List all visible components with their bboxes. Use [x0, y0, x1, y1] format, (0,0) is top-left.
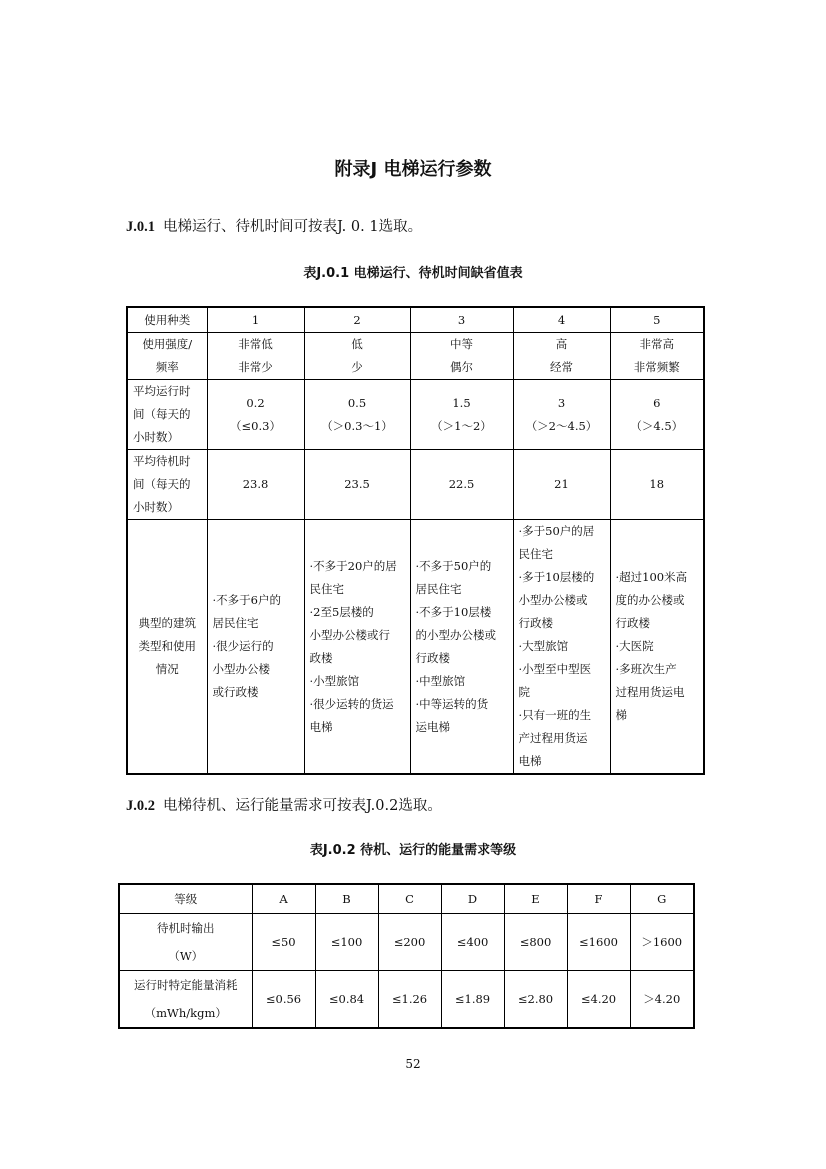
table-cell: ≤2.80: [504, 971, 567, 1029]
table2-caption: 表J.0.2 待机、运行的能量需求等级: [309, 843, 517, 858]
table-cell: 等级: [119, 884, 252, 914]
table-cell: 中等 偶尔: [410, 333, 513, 380]
table-cell: 2: [304, 307, 410, 333]
page-title: 附录J 电梯运行参数: [334, 159, 492, 180]
table-cell: 23.8: [207, 450, 304, 520]
table-cell: ≤0.56: [252, 971, 315, 1029]
table-row: [119, 884, 694, 914]
table-cell: 高 经常: [513, 333, 610, 380]
table-cell: ·超过100米高 度的办公楼或 行政楼 ·大医院 ·多班次生产 过程用货运电 梯: [610, 520, 704, 775]
table-cell: ≤100: [315, 914, 378, 971]
table-row: [127, 380, 704, 450]
table-cell: 非常低 非常少: [207, 333, 304, 380]
table-cell: 使用强度/ 频率: [127, 333, 207, 380]
table-cell: 平均待机时 间（每天的 小时数）: [127, 450, 207, 520]
table-cell: ≤0.84: [315, 971, 378, 1029]
table-cell: 待机时输出 （W）: [119, 914, 252, 971]
table-cell: G: [630, 884, 694, 914]
table-row: [127, 333, 704, 380]
table-row: [119, 971, 694, 1029]
table-cell: ≤1.26: [378, 971, 441, 1029]
table-cell: 0.2 （≤0.3）: [207, 380, 304, 450]
table-cell: ＞4.20: [630, 971, 694, 1029]
table-cell: A: [252, 884, 315, 914]
clause-text: 电梯运行、待机时间可按表J. 0. 1选取。: [163, 219, 423, 235]
table-cell: E: [504, 884, 567, 914]
table-cell: C: [378, 884, 441, 914]
table-cell: 非常高 非常频繁: [610, 333, 704, 380]
table-cell: ≤800: [504, 914, 567, 971]
clause-j01: [126, 215, 422, 236]
clause-number: J.0.1: [126, 219, 155, 235]
table-cell: 使用种类: [127, 307, 207, 333]
table-cell: 21: [513, 450, 610, 520]
table-cell: 5: [610, 307, 704, 333]
table-cell: 低 少: [304, 333, 410, 380]
table-cell: ·多于50户的居 民住宅 ·多于10层楼的 小型办公楼或 行政楼 ·大型旅馆 ·小型至中型医 院 ·只有一班的生 产过程用货运 电梯: [513, 520, 610, 775]
table-cell: B: [315, 884, 378, 914]
table1-caption: 表J.0.1 电梯运行、待机时间缺省值表: [303, 266, 523, 281]
table-row: [127, 450, 704, 520]
table-cell: 平均运行时 间（每天的 小时数）: [127, 380, 207, 450]
table-cell: 23.5: [304, 450, 410, 520]
table-cell: D: [441, 884, 504, 914]
table-cell: ≤1.89: [441, 971, 504, 1029]
table-cell: ≤4.20: [567, 971, 630, 1029]
table-row: [127, 520, 704, 775]
table-cell: ≤50: [252, 914, 315, 971]
table-cell: 0.5 （＞0.3～1）: [304, 380, 410, 450]
table-cell: 3 （＞2～4.5）: [513, 380, 610, 450]
table-cell: ≤400: [441, 914, 504, 971]
table-cell: 3: [410, 307, 513, 333]
energy-class-table: [118, 883, 695, 1029]
table-cell: ≤1600: [567, 914, 630, 971]
table-cell: 运行时特定能量消耗 （mWh/kgm）: [119, 971, 252, 1029]
clause-text: 电梯待机、运行能量需求可按表J.0.2选取。: [163, 798, 442, 814]
table-row: [119, 914, 694, 971]
clause-j02: [126, 794, 442, 815]
table-row: [127, 307, 704, 333]
table-cell: 1.5 （＞1～2）: [410, 380, 513, 450]
table-cell: ≤200: [378, 914, 441, 971]
table-cell: ·不多于20户的居 民住宅 ·2至5层楼的 小型办公楼或行 政楼 ·小型旅馆 ·很少运转的货运 电梯: [304, 520, 410, 775]
table-cell: 18: [610, 450, 704, 520]
page-number: 52: [405, 1057, 421, 1071]
table-cell: 22.5: [410, 450, 513, 520]
table-cell: ·不多于6户的 居民住宅 ·很少运行的 小型办公楼 或行政楼: [207, 520, 304, 775]
elevator-time-table: [126, 306, 705, 775]
table-cell: 1: [207, 307, 304, 333]
clause-number: J.0.2: [126, 798, 155, 814]
table-cell: F: [567, 884, 630, 914]
table-cell: 4: [513, 307, 610, 333]
table-cell: 典型的建筑 类型和使用 情况: [127, 520, 207, 775]
table-cell: 6 （＞4.5）: [610, 380, 704, 450]
table-cell: ＞1600: [630, 914, 694, 971]
table-cell: ·不多于50户的 居民住宅 ·不多于10层楼 的小型办公楼或 行政楼 ·中型旅馆 ·中等运转的货 运电梯: [410, 520, 513, 775]
